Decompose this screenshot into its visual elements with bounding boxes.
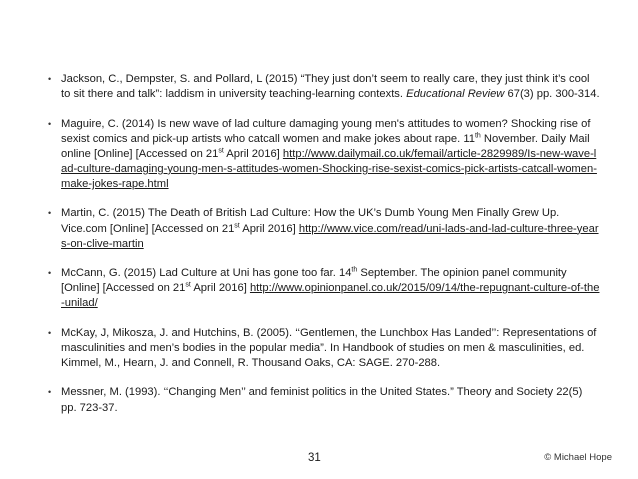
bullet-icon: • — [48, 208, 52, 219]
reference-text: McKay, J, Mikosza, J. and Hutchins, B. (2005). ‘‘Gentlemen, the Lunchbox Has Landed’’: Representations of masculinities and men’s bodies in the popular media”. In Handbook of studies on men & masculinities, ed. Kimmel, M., Hearn, J. and Connell, R. Thousand Oaks, CA: SAGE. 270-288. — [61, 326, 597, 369]
reference-item-mccann — [48, 266, 600, 311]
reference-item-jackson — [48, 72, 600, 102]
bullet-icon: • — [48, 118, 52, 129]
reference-text: April 2016] — [223, 147, 283, 160]
reference-item-mckay — [48, 326, 600, 371]
reference-text: McCann, G. (2015) Lad Culture at Uni has gone too far. 14 — [61, 267, 352, 280]
journal-title: Educational Review — [406, 88, 505, 101]
reference-link[interactable]: http://www.vice.com/read/uni-lads-and-lad-culture-three-years-on-clive-martin — [61, 222, 599, 250]
reference-text: 67(3) pp. 300-314. — [504, 88, 600, 101]
reference-item-maguire — [48, 117, 600, 192]
reference-link[interactable]: http://www.opinionpanel.co.uk/2015/09/14/the-repugnant-culture-of-the-unilad/ — [61, 282, 600, 310]
reference-link[interactable]: http://www.dailymail.co.uk/femail/article-2829989/Is-new-wave-lad-culture-damaging-young-men-s-attitudes-women-Shocking-rise-sexist-comics-pick-artists-catcall-women-make-jokes-rape.html — [61, 147, 597, 190]
reference-text: Martin, C. (2015) The Death of British Lad Culture: How the UK’s Dumb Young Men Finally Grew Up. Vice.com [Online] [Accessed on 21 — [61, 207, 560, 235]
reference-text: September. The opinion panel community [Online] [Accessed on 21 — [61, 267, 567, 295]
page-number: 31 — [308, 452, 321, 464]
ordinal-suffix: th — [351, 266, 358, 274]
reference-text: Messner, M. (1993). ‘‘Changing Men’’ and feminist politics in the United States.” Theory and Society 22(5) pp. 723-37. — [61, 386, 583, 414]
ordinal-suffix: st — [185, 281, 191, 289]
ordinal-suffix: st — [218, 147, 224, 155]
bullet-icon: • — [48, 327, 52, 338]
reference-item-martin — [48, 206, 600, 251]
ordinal-suffix: th — [474, 131, 481, 139]
bullet-icon: • — [48, 387, 52, 398]
bullet-icon: • — [48, 268, 52, 279]
reference-text: April 2016] — [239, 222, 299, 235]
reference-text: Jackson, C., Dempster, S. and Pollard, L (2015) “They just don’t seem to really care, they just think it’s cool to sit there and talk”: laddism in university teaching-learning contexts. — [61, 73, 590, 101]
reference-text: April 2016] — [190, 282, 250, 295]
reference-list — [48, 72, 600, 430]
reference-text: Maguire, C. (2014) Is new wave of lad culture damaging young men's attitudes to women? Shocking rise of sexist comics and pick-up artists who catcall women and make jokes about rape. 11 — [61, 117, 591, 145]
copyright-notice: © Michael Hope — [544, 452, 612, 463]
bullet-icon: • — [48, 74, 52, 84]
reference-text: November. Daily Mail online [Online] [Accessed on 21 — [61, 132, 590, 160]
reference-item-messner — [48, 385, 600, 415]
ordinal-suffix: st — [234, 221, 240, 229]
